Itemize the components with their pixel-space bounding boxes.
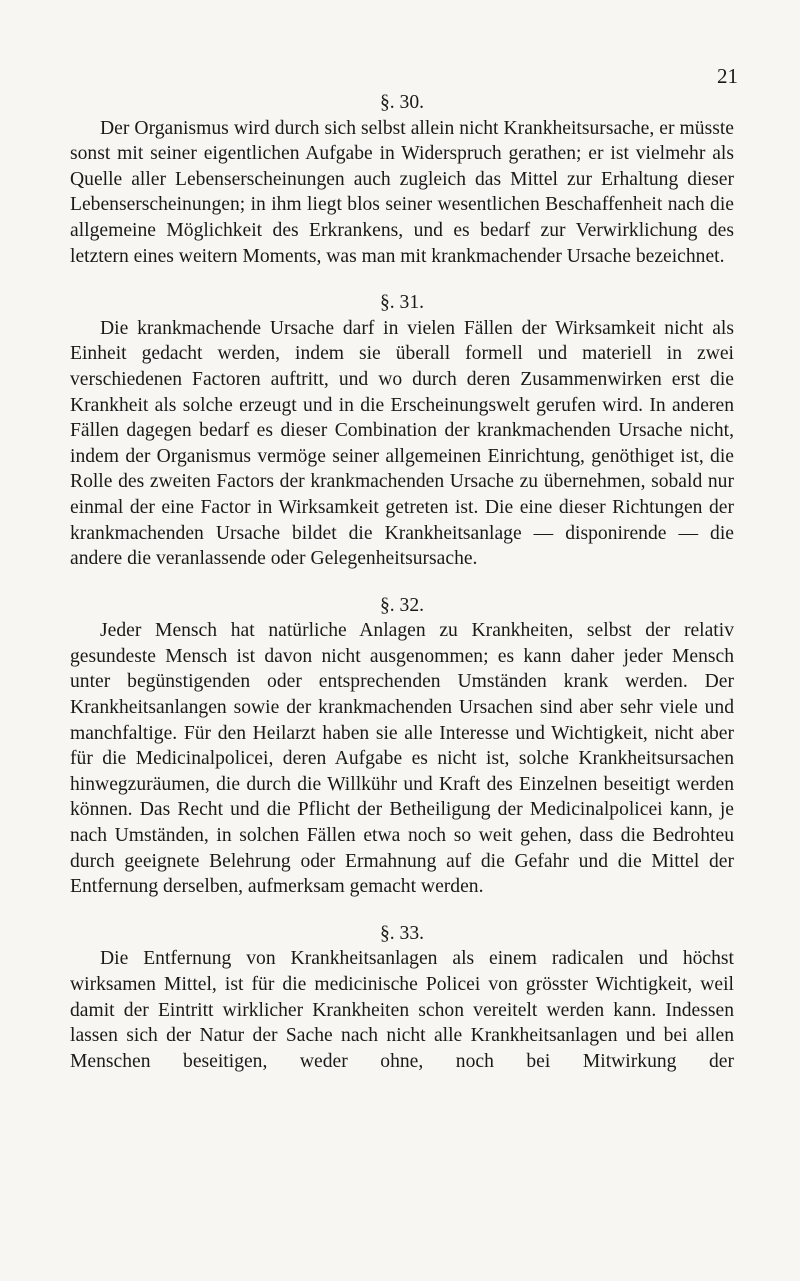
- section-heading-30: §. 30.: [379, 92, 425, 113]
- section-heading-33: §. 33.: [379, 922, 425, 944]
- page-number: 21: [717, 64, 738, 88]
- section-text-30: Der Organismus wird durch sich selbst allein nicht Krankheitsursache, er müsste sonst mit seiner eigentlichen Aufgabe in Widerspruch gerathen; er ist vielmehr als Quelle aller Lebenserscheinungen auch zugleich das Mittel zur Erhaltung dieser Lebenserscheinungen; in ihm liegt blos seiner wesentlichen Beschaffenheit nach die allgemeine Möglichkeit des Erkrankens, und es bedarf zur Verwirklichung des letztern eines weitern Moments, was man mit krankmachender Ursache bezeichnet.: [70, 117, 734, 267]
- section-text-33: Die Entfernung von Krankheitsanlagen als einem radicalen und höchst wirksamen Mittel, ist für die medicinische Policei von grösster Wichtigkeit, weil damit der Eintritt wirklicher Krankheiten schon vereitelt werden kann. Indessen lassen sich der Natur der Sache nach nicht alle Krankheitsanlagen und bei allen Menschen beseitigen, weder ohne, noch bei Mitwirkung der: [70, 948, 734, 1072]
- section-heading-31: §. 31.: [379, 292, 425, 314]
- page-body: [70, 90, 734, 1074]
- section-text-31: Die krankmachende Ursache darf in vielen Fällen der Wirksamkeit nicht als Einheit gedacht werden, indem sie überall formell und materiell in zwei verschiedenen Factoren auftritt, und wo durch deren Zusammenwirken erst die Krankheit als solche erzeugt und in die Erscheinungswelt gerufen wird. In anderen Fällen dagegen bedarf es dieser Combination der krankmachenden Ursache nicht, indem der Organismus vermöge seiner allgemeinen Einrichtung, genöthiget ist, die Rolle des zweiten Factors der krankmachenden Ursache zu übernehmen, sobald nur einmal der eine Factor in Wirksamkeit getreten ist. Die eine dieser Richtungen der krankmachenden Ursache bildet die Krankheitsanlage — disponirende — die andere die veranlassende oder Gelegenheitsursache.: [70, 317, 734, 570]
- section-text-32: Jeder Mensch hat natürliche Anlagen zu Krankheiten, selbst der relativ gesundeste Mensch ist davon nicht ausgenommen; es kann daher jeder Mensch unter begünstigenden oder entsprechenden Umständen krank werden. Der Krankheitsanlangen sowie der krankmachenden Ursachen sind aber sehr viele und manchfaltige. Für den Heilarzt haben sie alle Interesse und Wichtigkeit, nicht aber für die Medicinalpolicei, deren Aufgabe es nicht ist, solche Krankheitsursachen hinwegzuräumen, die durch die Willkühr und Kraft des Einzelnen beseitigt werden können. Das Recht und die Pflicht der Betheiligung der Medicinalpolicei kann, je nach Umständen, in solchen Fällen etwa noch so weit gehen, dass die Bedrohteu durch geeignete Belehrung oder Ermahnung auf die Gefahr und die Mittel der Entfernung derselben, aufmerksam gemacht werden.: [70, 620, 734, 898]
- section-heading-32: §. 32.: [379, 594, 425, 616]
